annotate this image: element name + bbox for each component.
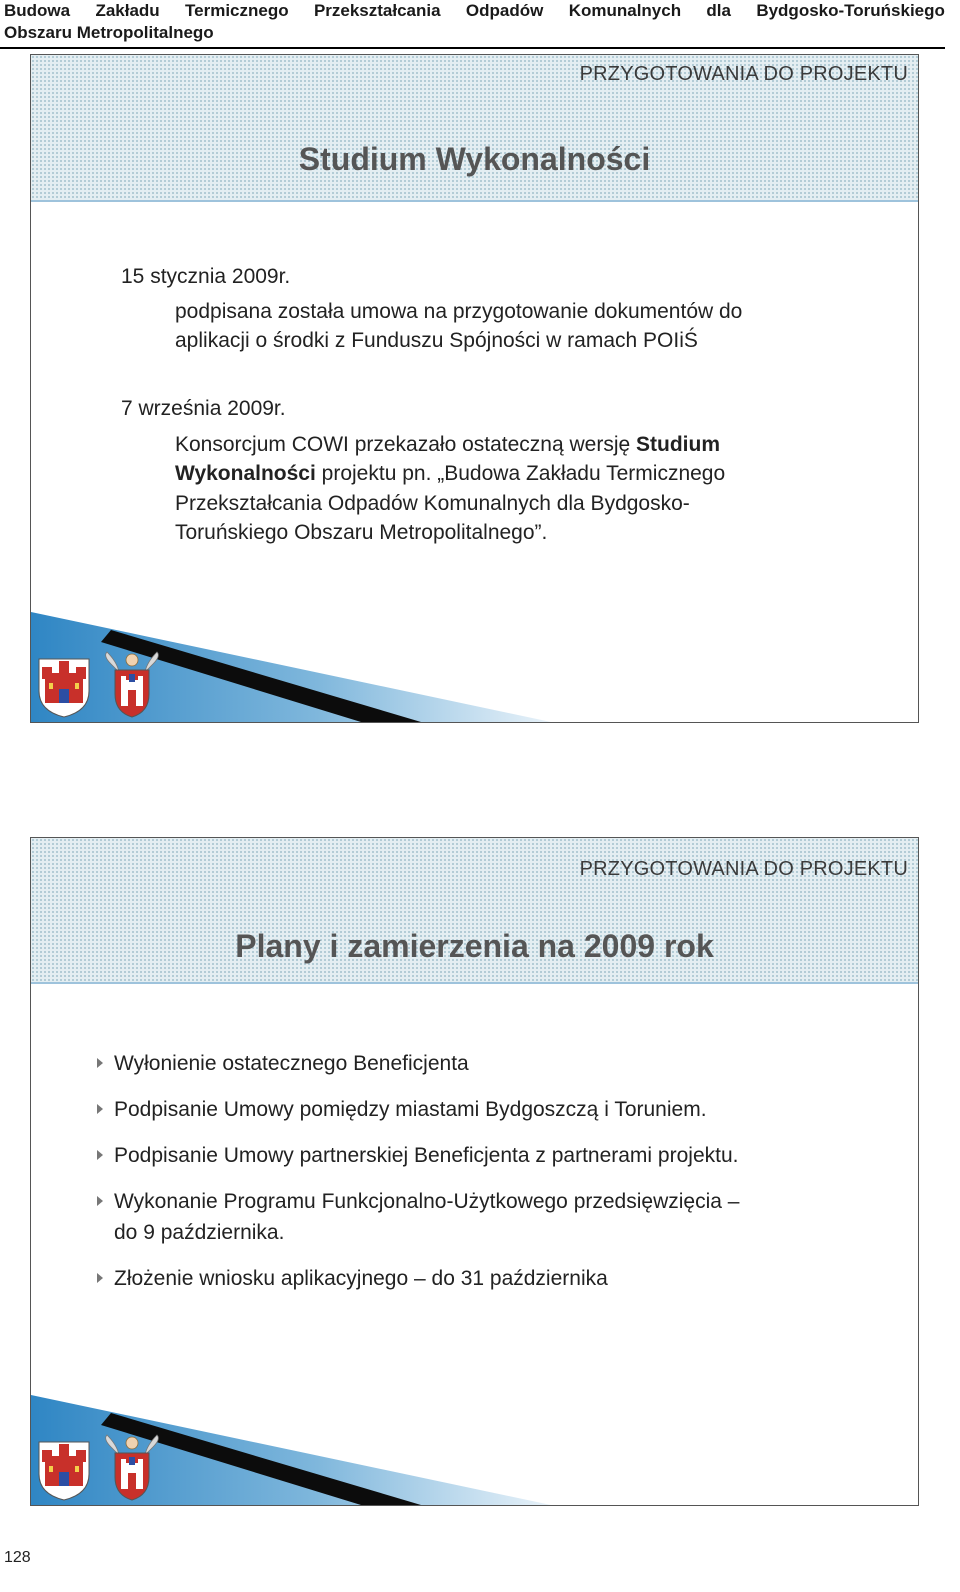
paragraph-line: podpisana została umowa na przygotowanie dokumentów do: [175, 300, 743, 323]
document-header-line-1: [0, 0, 945, 22]
header-rule: [0, 47, 945, 49]
list-item-text: Podpisanie Umowy pomiędzy miastami Bydgoszczą i Toruniem.: [114, 1098, 707, 1121]
header-word: Przekształcania: [313, 1, 441, 20]
slide-title: Studium Wykonalności: [298, 141, 651, 177]
list-item: [97, 1263, 739, 1294]
document-header: [0, 0, 945, 44]
header-word: Bydgosko-Toruńskiego: [756, 1, 945, 20]
bullet-arrow-icon: [97, 1104, 103, 1114]
header-word: Odpadów: [465, 1, 544, 20]
bydgoszcz-coat-of-arms-icon: [39, 1442, 89, 1500]
list-item: [97, 1186, 739, 1248]
document-header-line-2: Obszaru Metropolitalnego: [4, 23, 214, 42]
bold-text: Studium: [636, 433, 721, 456]
list-item-text: Podpisanie Umowy partnerskiej Beneficjenta z partnerami projektu.: [114, 1144, 739, 1167]
list-item: [97, 1094, 739, 1125]
slide-footer-decoration: [31, 612, 918, 722]
bydgoszcz-coat-of-arms-icon: [39, 659, 89, 717]
list-item: [97, 1140, 739, 1171]
bullet-arrow-icon: [97, 1273, 103, 1283]
paragraph-line: Przekształcania Odpadów Komunalnych dla Bydgosko-: [175, 492, 690, 515]
list-item-text: Złożenie wniosku aplikacyjnego – do 31 października: [114, 1267, 608, 1290]
bullet-arrow-icon: [97, 1058, 103, 1068]
bold-text: Wykonalności: [175, 462, 316, 485]
bullet-arrow-icon: [97, 1150, 103, 1160]
bullet-arrow-icon: [97, 1196, 103, 1206]
paragraph-text: projektu pn. „Budowa Zakładu Termicznego: [315, 462, 726, 485]
page-number: 128: [4, 1549, 31, 1566]
header-word: Zakładu: [95, 1, 160, 20]
paragraph-line: [175, 459, 725, 489]
slide-title-band: [31, 55, 918, 202]
slide-title-band: [31, 838, 918, 984]
list-item: [97, 1048, 739, 1079]
slide-2: [30, 837, 919, 1506]
date-label: 7 września 2009r.: [121, 397, 286, 420]
paragraph-text: Konsorcjum COWI przekazało ostateczną wersję: [175, 433, 637, 456]
section-label: PRZYGOTOWANIA DO PROJEKTU: [579, 63, 908, 85]
paragraph-line: Toruńskiego Obszaru Metropolitalnego”.: [175, 521, 548, 544]
header-word: Termicznego: [185, 1, 289, 20]
slide-1: [30, 54, 919, 723]
header-word: Budowa: [4, 1, 71, 20]
header-word: Komunalnych: [568, 1, 682, 20]
paragraph-line: [175, 430, 720, 460]
header-word: dla: [706, 1, 731, 20]
list-item-text: do 9 października.: [114, 1221, 285, 1244]
date-label: 15 stycznia 2009r.: [121, 265, 291, 288]
slide-footer-decoration: [31, 1395, 918, 1505]
bullet-list: [97, 1048, 739, 1309]
list-item-text: Wykonanie Programu Funkcjonalno-Użytkowego przedsięwzięcia –: [114, 1190, 740, 1213]
slide-title: Plany i zamierzenia na 2009 rok: [235, 928, 714, 964]
list-item-text: Wyłonienie ostatecznego Beneficjenta: [114, 1052, 469, 1075]
paragraph-line: aplikacji o środki z Funduszu Spójności w ramach POIiŚ: [175, 329, 698, 352]
section-label: PRZYGOTOWANIA DO PROJEKTU: [579, 858, 908, 880]
